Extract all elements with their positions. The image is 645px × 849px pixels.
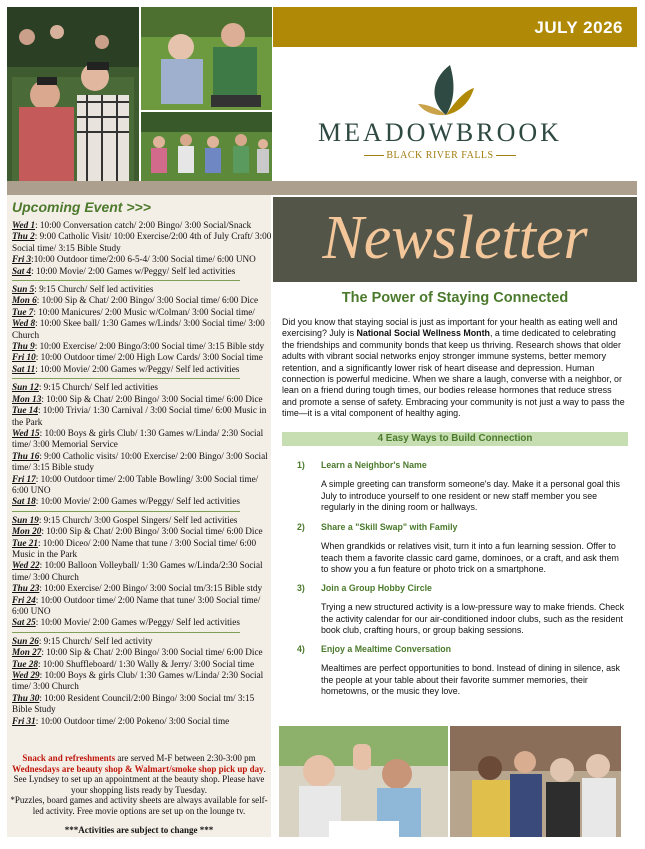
calendar-activities: : 10:00 Sip & Chat/ 2:00 Bingo/ 3:00 Social time/ 6:00 Dice xyxy=(41,393,263,404)
calendar-list xyxy=(12,220,274,727)
calendar-day-entry xyxy=(12,284,274,295)
calendar-date: Fri 3 xyxy=(12,254,32,265)
calendar-day-entry xyxy=(12,220,274,231)
calendar-activities: : 9:15 Church/ 3:00 Gospel Singers/ Self led activities xyxy=(38,514,238,525)
calendar-activities: : 10:00 Resident Council/2:00 Bingo/ 3:00 Social tm/ 3:15 Bible Study xyxy=(12,692,255,715)
way-heading xyxy=(297,517,627,535)
calendar-date: Wed 22 xyxy=(12,560,40,571)
way-title: Learn a Neighbor's Name xyxy=(321,460,427,470)
calendar-week xyxy=(12,515,274,629)
way-body: Mealtimes are perfect opportunities to bond. Instead of dining in silence, ask the people at your table about their favorite summer memories, their hometowns, or the music they love. xyxy=(321,663,620,697)
upcoming-events-heading: Upcoming Event >>> xyxy=(12,199,151,215)
way-body: Trying a new structured activity is a low-pressure way to make friends. Check the activity calendar for our air-conditioned indoor clubs, such as the resident book club, crafting hours, or group baking sessions. xyxy=(321,602,625,636)
way-heading xyxy=(297,455,627,473)
calendar-activities: : 9:00 Catholic visits/ 10:00 Exercise/ 2:00 Bingo/ 3:00 Social time/ 3:15 Bible study xyxy=(12,450,268,473)
calendar-day-entry xyxy=(12,364,274,375)
calendar-day-entry xyxy=(12,341,274,352)
calendar-activities: : 10:00 Outdoor time/ 2:00 High Low Cards/ 3:00 Social time xyxy=(35,352,263,363)
header-divider xyxy=(7,181,637,195)
calendar-day-entry xyxy=(12,583,274,594)
calendar-date: Thu 2 xyxy=(12,231,35,242)
calendar-day-entry xyxy=(12,496,274,507)
way-item xyxy=(297,639,627,698)
way-title: Join a Group Hobby Circle xyxy=(321,583,432,593)
calendar-day-entry xyxy=(12,451,274,474)
calendar-date: Tue 28 xyxy=(12,658,38,669)
calendar-date: Thu 16 xyxy=(12,450,40,461)
calendar-activities: : 10:00 Sip & Chat/ 2:00 Bingo/ 3:00 Social time/ 6:00 Dice xyxy=(41,526,263,537)
calendar-activities: : 10:00 Outdoor time/ 2:00 Pokeno/ 3:00 Social time xyxy=(35,715,230,726)
calendar-date: Sun 12 xyxy=(12,382,39,393)
calendar-activities: : 9:15 Church/ Self led activities xyxy=(34,284,154,295)
way-heading xyxy=(297,639,627,657)
calendar-day-entry xyxy=(12,538,274,561)
calendar-day-entry xyxy=(12,515,274,526)
calendar-day-entry xyxy=(12,670,274,693)
calendar-date: Mon 20 xyxy=(12,526,42,537)
beauty-label: Wednesdays are beauty shop & Walmart/smoke shop pick up day xyxy=(12,763,264,774)
calendar-date: Mon 27 xyxy=(12,647,42,658)
calendar-date: Sat 18 xyxy=(12,496,36,507)
calendar-activities: : 9:00 Catholic Visit/ 10:00 Exercise/2:00 4th of July Craft/ 3:00 Social time/ 3:15 Bible Study xyxy=(12,231,272,253)
way-title: Share a "Skill Swap" with Family xyxy=(321,522,458,532)
calendar-date: Mon 6 xyxy=(12,295,37,306)
calendar-day-entry xyxy=(12,382,274,393)
calendar-day-entry xyxy=(12,254,274,265)
calendar-activities: : 10:00 Exercise/ 2:00 Bingo/ 3:00 Social tm/3:15 Bible stdy xyxy=(39,583,263,594)
photo-residents-outdoor-couple xyxy=(7,7,139,181)
calendar-activities: : 10:00 Sip & Chat/ 2:00 Bingo/ 3:00 Social time/ 6:00 Dice xyxy=(41,647,263,658)
calendar-day-entry xyxy=(12,526,274,537)
calendar-day-entry xyxy=(12,266,274,277)
way-number: 4) xyxy=(297,644,305,654)
calendar-activities: : 10:00 Outdoor time/ 2:00 Name that tune/ 3:00 Social time/ 6:00 UNO xyxy=(12,594,261,616)
calendar-day-entry xyxy=(12,394,274,405)
beauty-appointment-note: See Lyndsey to set up an appointment at the beauty shop. Please have your shopping lists ready by Tuesday. xyxy=(13,774,265,795)
ways-heading: 4 Easy Ways to Build Connection xyxy=(282,432,628,446)
calendar-date: Wed 1 xyxy=(12,220,36,230)
calendar-date: Sun 26 xyxy=(12,635,39,646)
calendar-date: Sat 4 xyxy=(12,265,32,276)
calendar-activities: : 10:00 Conversation catch/ 2:00 Bingo/ 3:00 Social/Snack xyxy=(35,220,252,230)
way-heading xyxy=(297,578,627,596)
calendar-activities: : 10:00 Sip & Chat/ 2:00 Bingo/ 3:00 Social time/ 6:00 Dice xyxy=(36,295,259,306)
calendar-day-entry xyxy=(12,595,274,618)
self-led-note: *Puzzles, board games and activity sheets are always available for self-led activity. Free movie options are set up on the lounge tv. xyxy=(10,795,268,816)
way-item xyxy=(297,578,627,637)
calendar-date: Thu 9 xyxy=(12,341,35,352)
calendar-activities: : 10:00 Manicures/ 2:00 Music w/Colman/ 3:00 Social time/ xyxy=(33,306,255,317)
way-title: Enjoy a Mealtime Conversation xyxy=(321,644,452,654)
newsletter-title: Newsletter xyxy=(322,204,588,272)
calendar-day-entry xyxy=(12,647,274,658)
calendar-day-entry xyxy=(12,428,274,451)
way-body: A simple greeting can transform someone's day. Make it a personal goal this July to introduce yourself to one resident or new staff member you see regularly in the dining room or hallways. xyxy=(321,479,620,513)
calendar-day-entry xyxy=(12,716,274,727)
calendar-date: Tue 7 xyxy=(12,306,34,317)
way-item xyxy=(297,517,627,576)
month-banner: JULY 2026 xyxy=(273,7,637,47)
photo-family-visit xyxy=(450,726,621,837)
calendar-day-entry xyxy=(12,617,274,628)
week-divider xyxy=(12,378,240,379)
brand-subtitle: BLACK RIVER FALLS xyxy=(340,150,540,161)
calendar-date: Wed 29 xyxy=(12,670,40,681)
way-number: 3) xyxy=(297,583,305,593)
calendar-day-entry xyxy=(12,295,274,306)
calendar-week xyxy=(12,284,274,375)
calendar-date: Fri 17 xyxy=(12,473,36,484)
calendar-date: Fri 10 xyxy=(12,352,36,363)
calendar-activities: : 10:00 Movie/ 2:00 Games w/Peggy/ Self led activities xyxy=(35,363,240,374)
calendar-activities: : 9:15 Church/ Self led activity xyxy=(38,635,153,646)
calendar-day-entry xyxy=(12,307,274,318)
photo-residents-wheelchairs xyxy=(141,7,272,110)
meadowbrook-leaf-logo-icon xyxy=(416,60,476,120)
calendar-activities: : 10:00 Trivia/ 1:30 Carnival / 3:00 Social time/ 6:00 Music in the Park xyxy=(12,405,267,427)
article-intro: Did you know that staying social is just as important for your health as eating well and exercising? July is National Social Wellness Month, a time dedicated to celebrating the friendships and community bonds that keep us thriving. Research shows that older adults with vibrant social networks enjoy stronger immune systems, better memory retention, and a significantly lower risk of heart disease and depression. Human connection is powerful medicine. When we share a laugh, converse with a neighbor, or lean on a friend during tough times, our bodies release hormones that reduce stress and promote a sense of safety. Embracing your community is not just a way to pass the time—it is a vital component of healthy aging. xyxy=(282,317,625,419)
way-body: When grandkids or relatives visit, turn it into a fun learning session. Offer to teach them a favorite classic card game, dominoes, or a craft, and ask them to show you a fun feature or photo trick on a smartphone. xyxy=(321,541,619,575)
calendar-activities: : 10:00 Boys & girls Club/ 1:30 Games w/Linda/ 2:30 Social time/ 3:00 Memorial Service xyxy=(12,427,264,450)
article-title: The Power of Staying Connected xyxy=(341,290,569,306)
brand-name: MEADOWBROOK xyxy=(318,118,562,147)
calendar-date: Sat 25 xyxy=(12,617,36,628)
calendar-activities: : 10:00 Movie/ 2:00 Games w/Peggy/ Self led activities xyxy=(31,265,236,276)
calendar-activities: :10:00 Outdoor time/2:00 6-5-4/ 3:00 Social time/ 6:00 UNO xyxy=(31,254,256,265)
calendar-day-entry xyxy=(12,693,274,716)
calendar-week xyxy=(12,636,274,727)
way-item xyxy=(297,455,627,514)
calendar-date: Sun 19 xyxy=(12,514,39,525)
calendar-day-entry xyxy=(12,560,274,583)
calendar-day-entry xyxy=(12,474,274,497)
week-divider xyxy=(12,632,240,633)
calendar-week xyxy=(12,220,274,277)
way-number: 1) xyxy=(297,460,305,470)
calendar-date: Wed 15 xyxy=(12,427,40,438)
calendar-activities: : 10:00 Skee ball/ 1:30 Games w/Linds/ 3:00 Social time/ 3:00 Church xyxy=(12,318,265,340)
calendar-activities: : 10:00 Movie/ 2:00 Games w/Peggy/ Self led activities xyxy=(35,617,240,628)
calendar-date: Thu 23 xyxy=(12,583,40,594)
subject-to-change-note: ***Activities are subject to change *** xyxy=(64,825,214,835)
calendar-day-entry xyxy=(12,659,274,670)
calendar-activities: : 10:00 Balloon Volleyball/ 1:30 Games w/Linda/2:30 Social time/ 3:00 Church xyxy=(12,560,263,582)
calendar-date: Thu 30 xyxy=(12,692,40,703)
calendar-activities: : 10:00 Diceo/ 2:00 Name that tune / 3:00 Social time/ 6:00 Music in the Park xyxy=(12,537,257,559)
calendar-day-entry xyxy=(12,636,274,647)
calendar-date: Sat 11 xyxy=(12,363,36,374)
photo-high-five xyxy=(279,726,448,837)
calendar-day-entry xyxy=(12,231,274,254)
week-divider xyxy=(12,511,240,512)
calendar-week xyxy=(12,382,274,507)
calendar-date: Fri 31 xyxy=(12,715,36,726)
calendar-activities: : 10:00 Shuffleboard/ 1:30 Wally & Jerry/ 3:00 Social time xyxy=(37,658,255,669)
calendar-date: Sun 5 xyxy=(12,284,35,295)
calendar-footer-note: Snack and refreshments are served M-F between 2:30-3:00 pm Wednesdays are beauty shop & Walmart/smoke shop pick up day. See Lyndsey to set up an appointment at the beauty shop. Please have your shopping lists ready by Tuesday. *Puzzles, board games and activity sheets are always available for self-led activity. Free movie options are set up on the lounge tv. ***Activities are subject to change *** xyxy=(10,753,268,835)
calendar-activities: : 10:00 Exercise/ 2:00 Bingo/3:00 Social time/ 3:15 Bible stdy xyxy=(34,341,265,352)
photo-residents-group xyxy=(141,112,272,181)
social-wellness-month: National Social Wellness Month xyxy=(356,328,490,339)
calendar-activities: : 10:00 Boys & girls Club/ 1:30 Games w/Linda/ 2:30 Social time/ 3:00 Church xyxy=(12,670,264,692)
calendar-date: Mon 13 xyxy=(12,393,42,404)
calendar-date: Wed 8 xyxy=(12,318,36,329)
way-number: 2) xyxy=(297,522,305,532)
calendar-date: Tue 14 xyxy=(12,405,38,416)
calendar-day-entry xyxy=(12,405,274,428)
calendar-day-entry xyxy=(12,352,274,363)
calendar-date: Tue 21 xyxy=(12,537,38,548)
snack-label: Snack and refreshments xyxy=(22,753,116,763)
calendar-activities: : 10:00 Movie/ 2:00 Games w/Peggy/ Self led activities xyxy=(35,496,240,507)
calendar-day-entry xyxy=(12,318,274,341)
calendar-activities: : 9:15 Church/ Self led activities xyxy=(38,382,158,393)
calendar-date: Fri 24 xyxy=(12,594,36,605)
calendar-activities: : 10:00 Outdoor time/ 2:00 Table Bowling/ 3:00 Social time/ 6:00 UNO xyxy=(12,473,259,495)
week-divider xyxy=(12,280,240,281)
